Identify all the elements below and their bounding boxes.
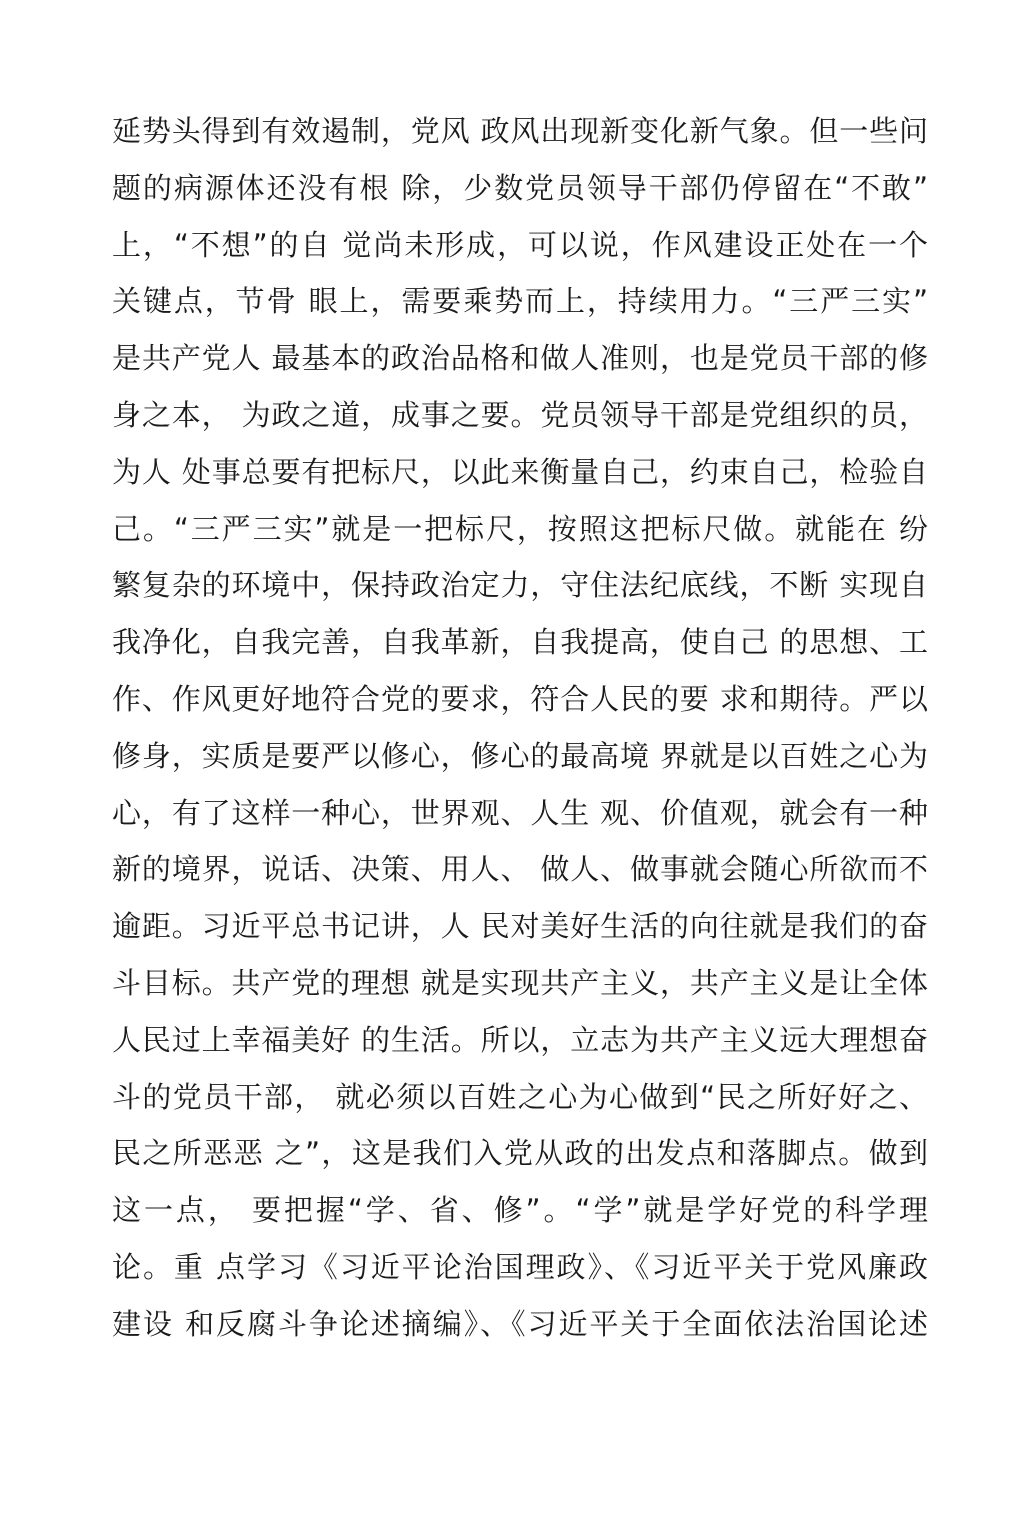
text-line: 题的病源体还没有根 除，少数党员领导干部仍停留在“不敢” xyxy=(112,170,928,205)
text-line: 上，“不想”的自 觉尚未形成，可以说，作风建设正处在一个 xyxy=(112,227,928,262)
text-line: 新的境界，说话、决策、用人、 做人、做事就会随心所欲而不 xyxy=(112,852,928,887)
text-line: 己。“三严三实”就是一把标尺，按照这把标尺做。就能在 纷 xyxy=(112,511,928,546)
text-line: 为人 处事总要有把标尺，以此来衡量自己，约束自己，检验自 xyxy=(112,454,928,489)
body-text xyxy=(112,103,928,1353)
text-line: 延势头得到有效遏制，党风 政风出现新变化新气象。但一些问 xyxy=(112,114,928,148)
text-line: 身之本， 为政之道，成事之要。党员领导干部是党组织的员， xyxy=(112,397,928,432)
text-line: 是共产党人 最基本的政治品格和做人准则，也是党员干部的修 xyxy=(112,341,928,376)
text-line: 心，有了这样一种心，世界观、人生 观、价值观，就会有一种 xyxy=(112,795,928,830)
text-line: 论。重 点学习《习近平论治国理政》、《习近平关于党风廉政 xyxy=(112,1249,928,1284)
text-line: 斗的党员干部， 就必须以百姓之心为心做到“民之所好好之、 xyxy=(112,1079,928,1114)
text-line: 作、作风更好地符合党的要求，符合人民的要 求和期待。严以 xyxy=(112,681,928,716)
text-line: 人民过上幸福美好 的生活。所以，立志为共产主义远大理想奋 xyxy=(112,1022,928,1057)
text-line: 民之所恶恶 之”，这是我们入党从政的出发点和落脚点。做到 xyxy=(112,1136,928,1171)
text-line: 斗目标。共产党的理想 就是实现共产主义，共产主义是让全体 xyxy=(112,965,928,1000)
text-line: 关键点，节骨 眼上，需要乘势而上，持续用力。“三严三实” xyxy=(112,284,928,319)
text-line: 建设 和反腐斗争论述摘编》、《习近平关于全面依法治国论述 xyxy=(112,1306,928,1341)
text-line: 这一点， 要把握“学、省、修”。“学”就是学好党的科学理 xyxy=(112,1193,928,1228)
text-line: 修身，实质是要严以修心，修心的最高境 界就是以百姓之心为 xyxy=(112,738,928,773)
text-line: 逾距。习近平总书记讲，人 民对美好生活的向往就是我们的奋 xyxy=(112,909,928,944)
text-line: 繁复杂的环境中，保持政治定力，守住法纪底线，不断 实现自 xyxy=(112,568,928,603)
text-line: 我净化，自我完善，自我革新，自我提高，使自己 的思想、工 xyxy=(112,625,928,660)
